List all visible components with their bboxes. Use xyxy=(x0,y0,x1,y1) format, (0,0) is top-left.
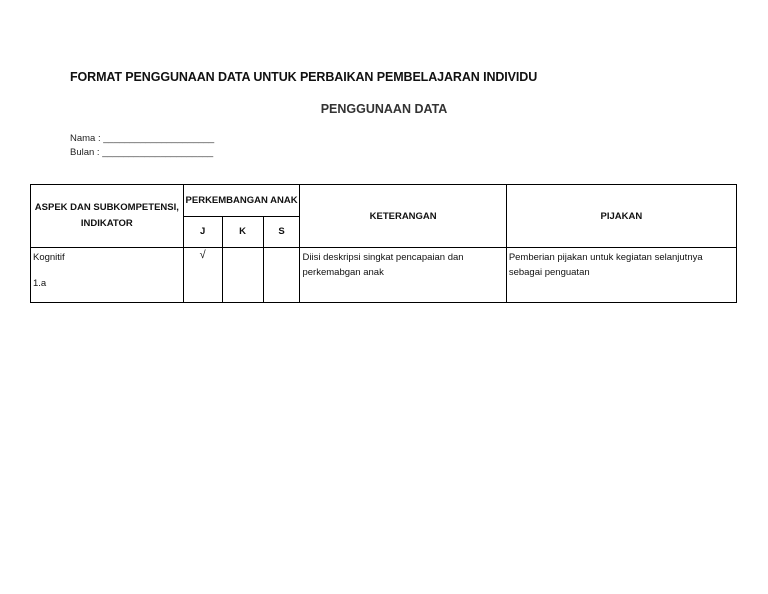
header-k: K xyxy=(222,216,263,248)
header-row-1 xyxy=(31,185,737,217)
header-aspek-line2: INDIKATOR xyxy=(80,218,133,229)
cell-aspek xyxy=(31,248,184,303)
header-pijakan: PIJAKAN xyxy=(506,185,736,248)
cell-keterangan xyxy=(300,248,506,303)
table-row xyxy=(31,248,737,303)
cell-aspek-line2: 1.a xyxy=(33,278,47,289)
nama-field: Nama : _____________________ xyxy=(70,133,215,144)
data-usage-table xyxy=(30,184,737,303)
document-subtitle xyxy=(0,102,768,116)
cell-pijakan xyxy=(506,248,736,303)
header-perkembangan: PERKEMBANGAN ANAK xyxy=(183,185,300,217)
header-j: J xyxy=(183,216,222,248)
cell-aspek-line1: Kognitif xyxy=(33,252,65,263)
header-aspek xyxy=(31,185,184,248)
header-aspek-line1: ASPEK DAN SUBKOMPETENSI, xyxy=(34,202,179,213)
header-keterangan: KETERANGAN xyxy=(300,185,506,248)
cell-k xyxy=(222,248,263,303)
cell-j: √ xyxy=(183,248,222,303)
cell-keterangan-text: Diisi deskripsi singkat pencapaian dan perkemabgan anak xyxy=(302,252,464,278)
cell-s xyxy=(263,248,300,303)
document-subtitle-text: PENGGUNAAN DATA xyxy=(320,102,448,116)
header-s: S xyxy=(263,216,300,248)
bulan-field: Bulan : _____________________ xyxy=(70,147,214,158)
cell-pijakan-text: Pemberian pijakan untuk kegiatan selanjutnya sebagai penguatan xyxy=(508,252,703,278)
identity-fields xyxy=(70,132,214,160)
document-title: FORMAT PENGGUNAAN DATA UNTUK PERBAIKAN PEMBELAJARAN INDIVIDU xyxy=(70,70,538,84)
